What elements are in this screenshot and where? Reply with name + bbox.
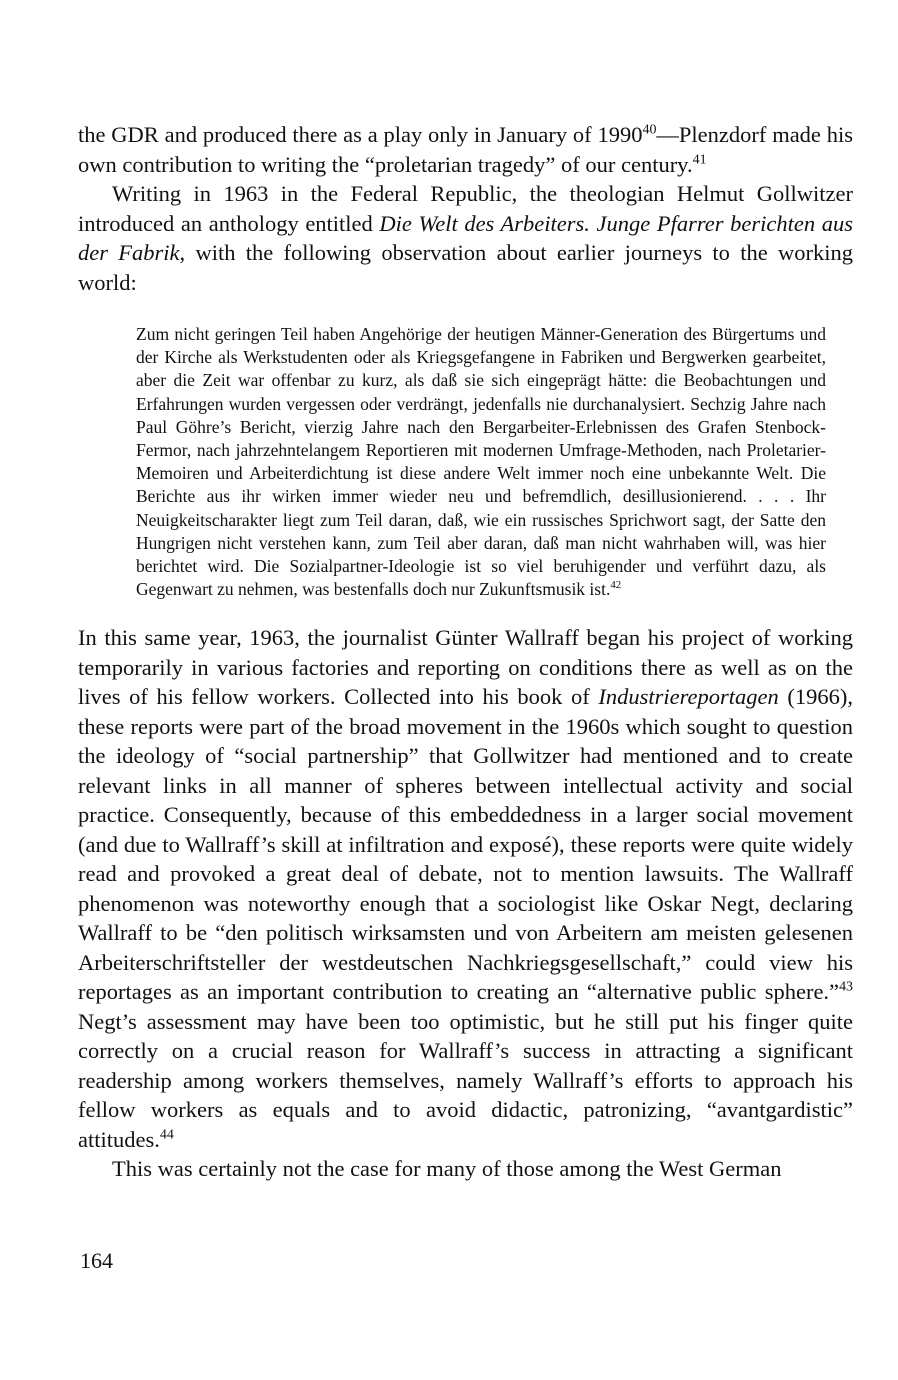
footnote-ref[interactable]: 44 xyxy=(159,1127,174,1143)
footnote-ref[interactable]: 43 xyxy=(839,979,853,995)
paragraph-wallraff xyxy=(78,623,853,1154)
page-body xyxy=(78,120,853,1184)
text-run: Negt’s assessment may have been too optimistic, but he still put his finger quite correctly on a crucial reason for Wallraff’s success in attracting a significant readership among workers themselves, namely Wallraff’s efforts to approach his fellow workers as equals and to avoid didactic, patronizing, “avantgardistic” attitudes. xyxy=(78,1008,853,1152)
book-title: Die Welt des Arbeiters. Junge Pfarrer berichten aus der Fabrik xyxy=(78,210,854,265)
text-run: the GDR and produced there as a play only in January of 1990 xyxy=(78,122,643,147)
footnote-ref[interactable]: 41 xyxy=(692,152,707,167)
footnote-ref[interactable]: 42 xyxy=(610,579,622,592)
paragraph-gollwitzer xyxy=(78,179,853,297)
text-run: , with the following observation about earlier journeys to the working world: xyxy=(78,240,853,295)
text-run: —Plenzdorf made his own contribution to writing the “proletarian tragedy” of our century. xyxy=(78,122,853,177)
text-run: Writing in 1963 in the Federal Republic, the theologian Helmut Gollwitzer introduced an anthology entitled xyxy=(78,181,853,236)
page-number: 164 xyxy=(80,1248,113,1273)
paragraph-final xyxy=(78,1154,853,1184)
text-run: In this same year, 1963, the journalist Günter Wallraff began his project of working temporarily in various factories and reporting on conditions there as well as on the lives of his fellow workers. Collected into his book of xyxy=(78,625,853,710)
block-quote xyxy=(136,323,826,601)
quote-text: Zum nicht geringen Teil haben Angehörige der heutigen Männer-Generation des Bürgertums und der Kirche als Werkstudenten oder als Kriegsgefangene in Fabriken und Bergwerken gearbeitet, aber die Zeit war offenbar zu kurz, als daß sie sich eingeprägt hätte: die Beobachtungen und Erfahrungen wurden vergessen oder verdrängt, jedenfalls nie durchanalysiert. Sechzig Jahre nach Paul Göhre’s Bericht, vierzig Jahre nach den Bergarbeiter-Erlebnissen des Grafen Stenbock-Fermor, nach jahrzehntelangem Reportieren mit modernen Umfrage-Methoden, nach Proletarier-Memoiren und Arbeiterdichtung ist diese andere Welt immer noch eine unbekannte Welt. Die Berichte aus ihr wirken immer wieder neu und befremdlich, desillusionierend. . . . Ihr Neuigkeitscharakter liegt zum Teil daran, daß, wie ein russisches Sprichwort sagt, der Satte den Hungrigen nicht verstehen kann, zum Teil aber daran, daß man nicht wahrhaben will, was hier berichtet wird. Die Sozialpartner-Ideologie ist so viel beruhigender und verführt dazu, als Gegenwart zu nehmen, was bestenfalls doch nur Zukunftsmusik ist. xyxy=(136,324,826,600)
book-title: Industriereportagen xyxy=(598,684,779,710)
paragraph-continued xyxy=(78,120,853,179)
text-run: (1966), these reports were part of the broad movement in the 1960s which sought to question the ideology of “social partnership” that Gollwitzer had mentioned and to create relevant links in all manner of spheres between intellectual activity and social practice. Consequently, because of this embeddedness in a larger social movement (and due to Wallraff’s skill at infiltration and exposé), these reports were quite widely read and provoked a great deal of debate, not to mention lawsuits. The Wallraff phenomenon was noteworthy enough that a sociologist like Oskar Negt, declaring Wallraff to be “den politisch wirksamsten und von Arbeitern am meisten gelesenen Arbeiterschriftsteller der westdeutschen Nachkriegsgesellschaft,” could view his reportages as an important contribution to creating an “alternative public sphere.” xyxy=(78,684,853,1005)
footnote-ref[interactable]: 40 xyxy=(642,122,657,138)
text-run: This was certainly not the case for many of those among the West German xyxy=(112,1156,782,1182)
